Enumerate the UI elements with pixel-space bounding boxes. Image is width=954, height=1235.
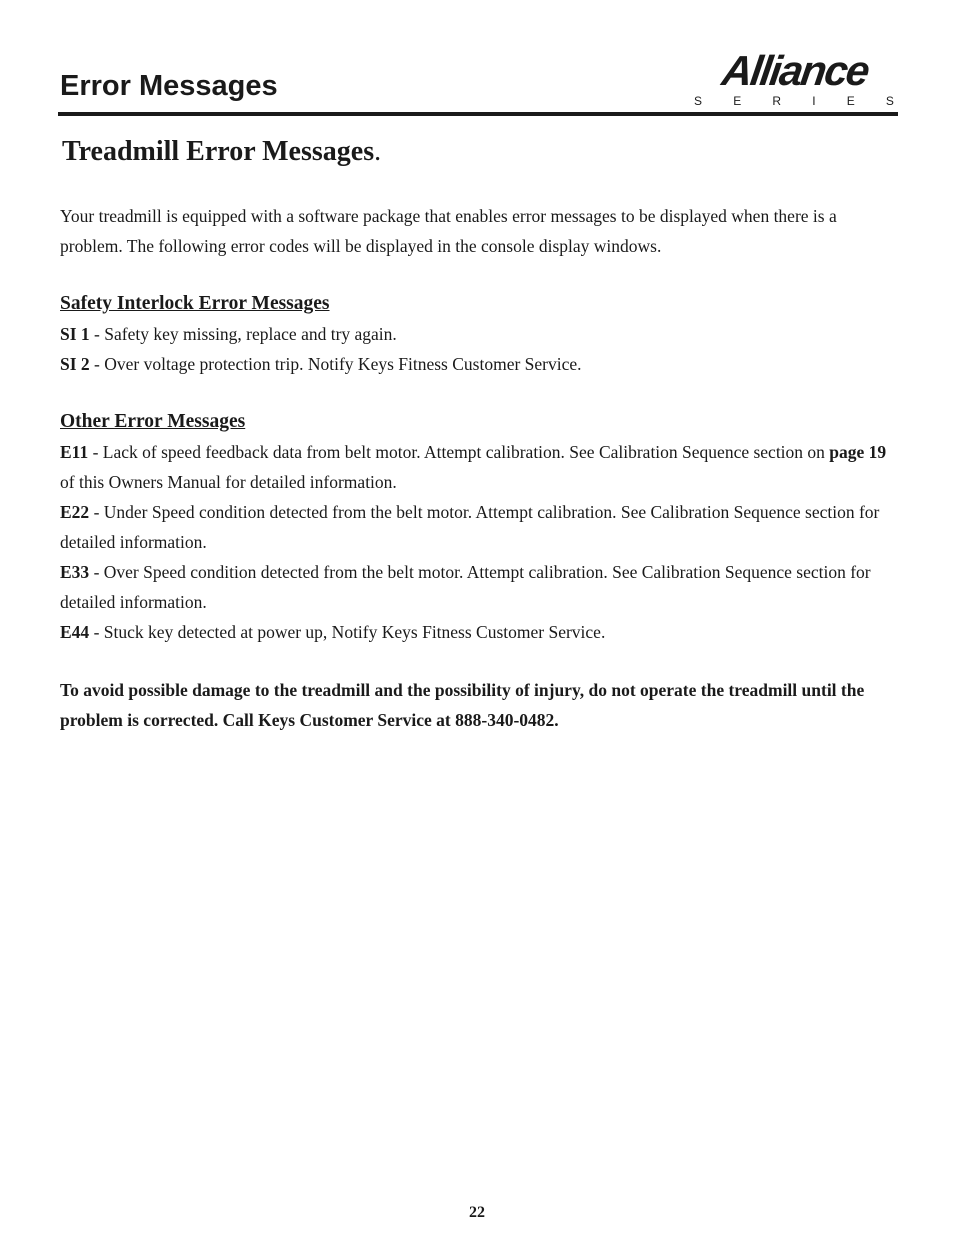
error-item-si2 [60, 349, 896, 379]
intro-paragraph: Your treadmill is equipped with a software package that enables error messages to be displayed when there is a problem. The following error codes will be displayed in the console display windows. [60, 206, 837, 256]
logo-letter: S [885, 94, 894, 108]
error-description: - Over voltage protection trip. Notify Keys Fitness Customer Service. [89, 354, 582, 374]
error-description: - Safety key missing, replace and try again. [89, 324, 397, 344]
error-item-e22 [60, 497, 896, 557]
logo-wordmark: Alliance [719, 47, 871, 94]
error-description: - Stuck key detected at power up, Notify Keys Fitness Customer Service. [89, 622, 606, 642]
document-body [60, 201, 896, 735]
logo-series-letters [694, 94, 894, 108]
page-number: 22 [469, 1204, 485, 1221]
alliance-series-logo [690, 48, 900, 114]
logo-letter: R [772, 94, 782, 108]
safety-interlock-section [60, 289, 896, 379]
error-code: E33 [60, 562, 90, 582]
error-description: - Under Speed condition detected from the belt motor. Attempt calibration. See Calibration Sequence section for detailed information. [60, 502, 880, 552]
logo-letter: E [846, 94, 855, 108]
logo-letter: E [733, 94, 742, 108]
error-code: SI 1 [60, 324, 90, 344]
section-title: Error Messages [60, 70, 278, 102]
page-title-punct: . [374, 136, 382, 167]
error-description-cont: of this Owners Manual for detailed information. [60, 472, 397, 492]
page-title-text: Treadmill Error Messages [62, 136, 375, 167]
error-description: - Lack of speed feedback data from belt motor. Attempt calibration. See Calibration Sequence section on [88, 442, 830, 462]
error-code: SI 2 [60, 354, 90, 374]
page-title [62, 136, 381, 168]
error-code: E22 [60, 502, 90, 522]
logo-letter: S [694, 94, 703, 108]
error-item-si1 [60, 319, 896, 349]
error-item-e44 [60, 617, 896, 647]
error-item-e33 [60, 557, 896, 617]
logo-letter: I [812, 94, 816, 108]
error-code: E11 [60, 442, 89, 462]
error-item-e11 [60, 437, 896, 497]
header-divider [58, 112, 898, 116]
error-code: E44 [60, 622, 90, 642]
other-errors-heading: Other Error Messages [60, 411, 246, 432]
safety-interlock-heading: Safety Interlock Error Messages [60, 293, 330, 314]
page-reference: page 19 [829, 442, 887, 462]
other-errors-section [60, 407, 896, 647]
warning-notice: To avoid possible damage to the treadmill and the possibility of injury, do not operate the treadmill until the problem is corrected. Call Keys Customer Service at 888-340-0482. [60, 680, 865, 730]
error-description: - Over Speed condition detected from the belt motor. Attempt calibration. See Calibration Sequence section for detailed information. [60, 562, 871, 612]
